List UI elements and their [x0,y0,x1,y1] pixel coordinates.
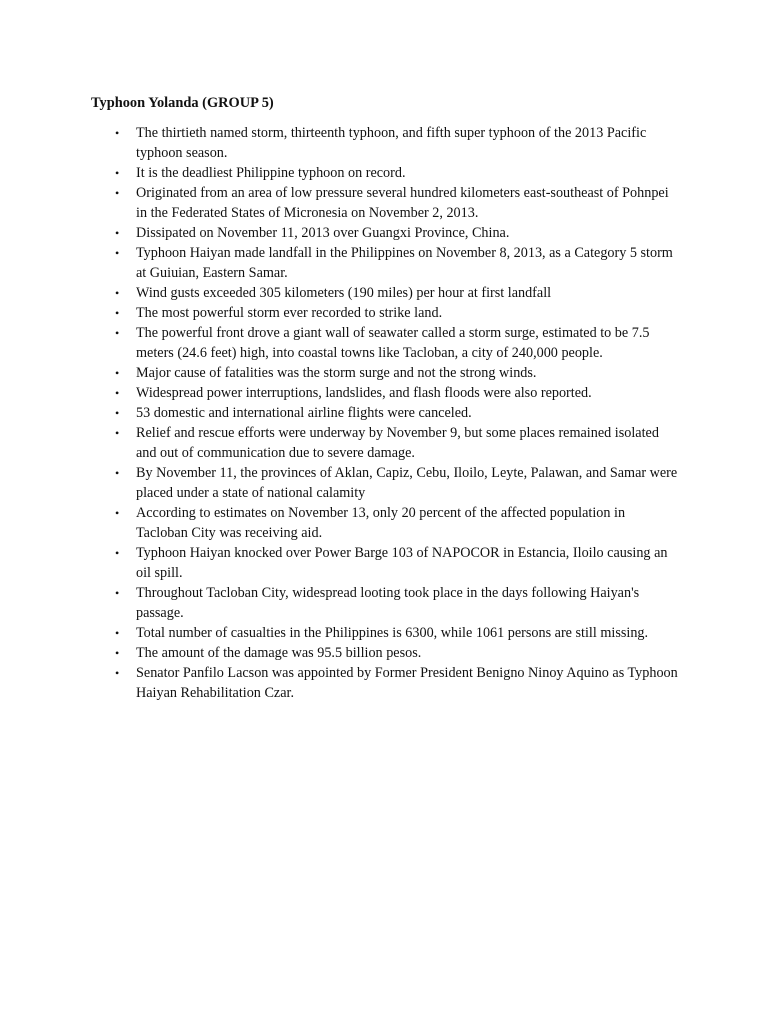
bullet-text: According to estimates on November 13, only 20 percent of the affected population in Tacloban City was receiving aid. [136,505,626,541]
bullet-item [115,303,680,323]
bullet-dot-icon: • [115,306,120,320]
bullet-item [115,583,680,623]
bullet-item [115,383,680,403]
bullet-item [115,423,680,463]
bullet-text: Total number of casualties in the Philippines is 6300, while 1061 persons are still missing. [136,625,649,641]
bullet-text: Senator Panfilo Lacson was appointed by Former President Benigno Ninoy Aquino as Typhoon Haiyan Rehabilitation Czar. [136,665,678,701]
bullet-text: Widespread power interruptions, landslides, and flash floods were also reported. [136,385,592,401]
bullet-dot-icon: • [115,586,120,600]
bullet-text: Dissipated on November 11, 2013 over Guangxi Province, China. [136,225,510,241]
bullet-dot-icon: • [115,386,120,400]
bullet-item [115,243,680,283]
bullet-dot-icon: • [115,426,120,440]
document-title: Typhoon Yolanda (GROUP 5) [91,95,274,111]
bullet-text: Relief and rescue efforts were underway by November 9, but some places remained isolated and out of communication due to severe damage. [136,425,659,461]
bullet-text: Wind gusts exceeded 305 kilometers (190 miles) per hour at first landfall [136,285,552,301]
bullet-dot-icon: • [115,366,120,380]
bullet-dot-icon: • [115,126,120,140]
bullet-item [115,223,680,243]
bullet-dot-icon: • [115,326,120,340]
bullet-dot-icon: • [115,226,120,240]
bullet-item [115,283,680,303]
bullet-item [115,643,680,663]
bullet-dot-icon: • [115,646,120,660]
bullet-text: Typhoon Haiyan made landfall in the Philippines on November 8, 2013, as a Category 5 storm at Guiuian, Eastern Samar. [136,245,673,281]
bullet-item [115,323,680,363]
bullet-dot-icon: • [115,626,120,640]
bullet-item [115,663,680,703]
bullet-item [115,123,680,163]
bullet-text: 53 domestic and international airline flights were canceled. [136,405,472,421]
bullet-dot-icon: • [115,666,120,680]
bullet-text: Major cause of fatalities was the storm surge and not the strong winds. [136,365,537,381]
bullet-text: The powerful front drove a giant wall of seawater called a storm surge, estimated to be 7.5 meters (24.6 feet) high, into coastal towns like Tacloban, a city of 240,000 people. [136,325,650,361]
bullet-dot-icon: • [115,466,120,480]
bullet-item [115,183,680,223]
bullet-text: The amount of the damage was 95.5 billion pesos. [136,645,422,661]
bullet-text: It is the deadliest Philippine typhoon on record. [136,165,406,181]
bullet-text: Originated from an area of low pressure several hundred kilometers east-southeast of Pohnpei in the Federated States of Micronesia on November 2, 2013. [136,185,669,221]
bullet-item [115,463,680,503]
bullet-text: By November 11, the provinces of Aklan, Capiz, Cebu, Iloilo, Leyte, Palawan, and Samar were placed under a state of national calamity [136,465,678,501]
bullet-text: The thirtieth named storm, thirteenth typhoon, and fifth super typhoon of the 2013 Pacific typhoon season. [136,125,647,161]
bullet-item [115,623,680,643]
bullet-text: The most powerful storm ever recorded to strike land. [136,305,443,321]
bullet-text: Typhoon Haiyan knocked over Power Barge 103 of NAPOCOR in Estancia, Iloilo causing an oil spill. [136,545,668,581]
bullet-dot-icon: • [115,546,120,560]
bullet-dot-icon: • [115,186,120,200]
bullet-item [115,503,680,543]
bullet-text: Throughout Tacloban City, widespread looting took place in the days following Haiyan's passage. [136,585,640,621]
bullet-item [115,163,680,183]
bullet-dot-icon: • [115,506,120,520]
bullet-dot-icon: • [115,286,120,300]
bullet-dot-icon: • [115,246,120,260]
bullet-list [115,123,680,703]
bullet-dot-icon: • [115,406,120,420]
bullet-item [115,403,680,423]
bullet-item [115,363,680,383]
bullet-item [115,543,680,583]
bullet-dot-icon: • [115,166,120,180]
